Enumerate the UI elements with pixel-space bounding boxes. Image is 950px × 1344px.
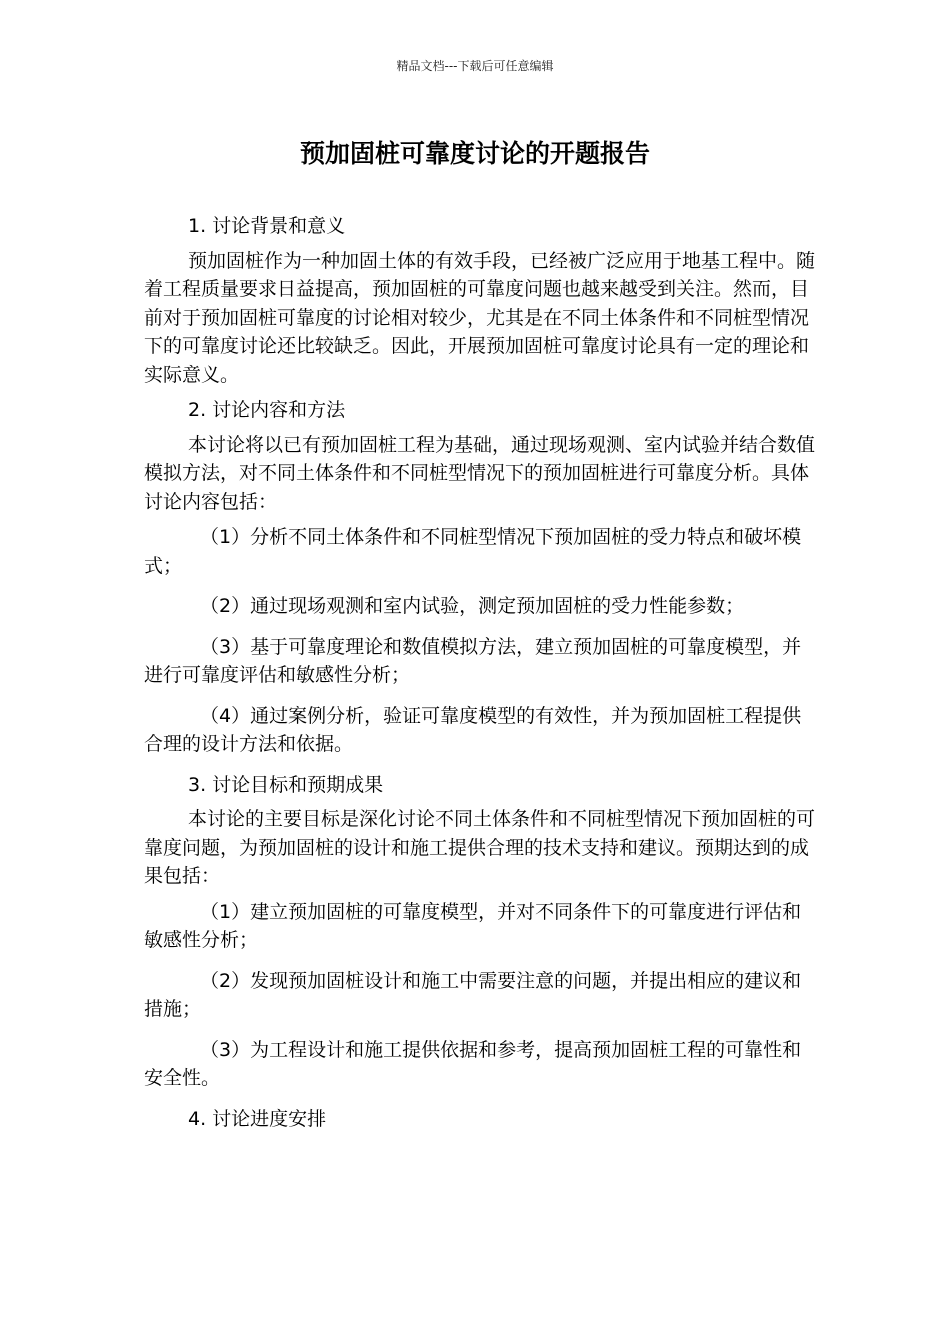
document-body bbox=[144, 212, 816, 1139]
list-item: （3）为工程设计和施工提供依据和参考，提高预加固桩工程的可靠性和安全性。 bbox=[144, 1038, 802, 1089]
list-item: （2）通过现场观测和室内试验，测定预加固桩的受力性能参数； bbox=[200, 595, 745, 617]
section-heading-goals: 3. 讨论目标和预期成果 bbox=[188, 773, 384, 796]
section-paragraph-content-method: 本讨论将以已有预加固桩工程为基础，通过现场观测、室内试验并结合数值模拟方法，对不同土体条件和不同桩型情况下的预加固桩进行可靠度分析。具体讨论内容包括： bbox=[144, 433, 816, 513]
document-title: 预加固桩可靠度讨论的开题报告 bbox=[299, 139, 650, 168]
page-header-note: 精品文档---下载后可任意编辑 bbox=[396, 59, 554, 73]
list-item: （3）基于可靠度理论和数值模拟方法，建立预加固桩的可靠度模型，并进行可靠度评估和敏感性分析； bbox=[144, 635, 802, 686]
list-item: （1）建立预加固桩的可靠度模型，并对不同条件下的可靠度进行评估和敏感性分析； bbox=[144, 900, 802, 951]
section-heading-schedule: 4. 讨论进度安排 bbox=[188, 1107, 327, 1130]
section-heading-background: 1. 讨论背景和意义 bbox=[188, 215, 346, 237]
list-item: （2）发现预加固桩设计和施工中需要注意的问题，并提出相应的建议和措施； bbox=[144, 969, 802, 1020]
list-item: （1）分析不同土体条件和不同桩型情况下预加固桩的受力特点和破坏模式； bbox=[144, 526, 802, 577]
section-paragraph-background: 预加固桩作为一种加固土体的有效手段，已经被广泛应用于地基工程中。随着工程质量要求日益提高，预加固桩的可靠度问题也越来越受到关注。然而，目前对于预加固桩可靠度的讨论相对较少，尤其是在不同土体条件和不同桩型情况下的可靠度讨论还比较缺乏。因此，开展预加固桩可靠度讨论具有一定的理论和实际意义。 bbox=[144, 249, 816, 386]
section-paragraph-goals: 本讨论的主要目标是深化讨论不同土体条件和不同桩型情况下预加固桩的可靠度问题，为预加固桩的设计和施工提供合理的技术支持和建议。预期达到的成果包括： bbox=[144, 808, 816, 887]
section-heading-content-method: 2. 讨论内容和方法 bbox=[188, 399, 346, 421]
list-item: （4）通过案例分析，验证可靠度模型的有效性，并为预加固桩工程提供合理的设计方法和依据。 bbox=[144, 704, 802, 755]
